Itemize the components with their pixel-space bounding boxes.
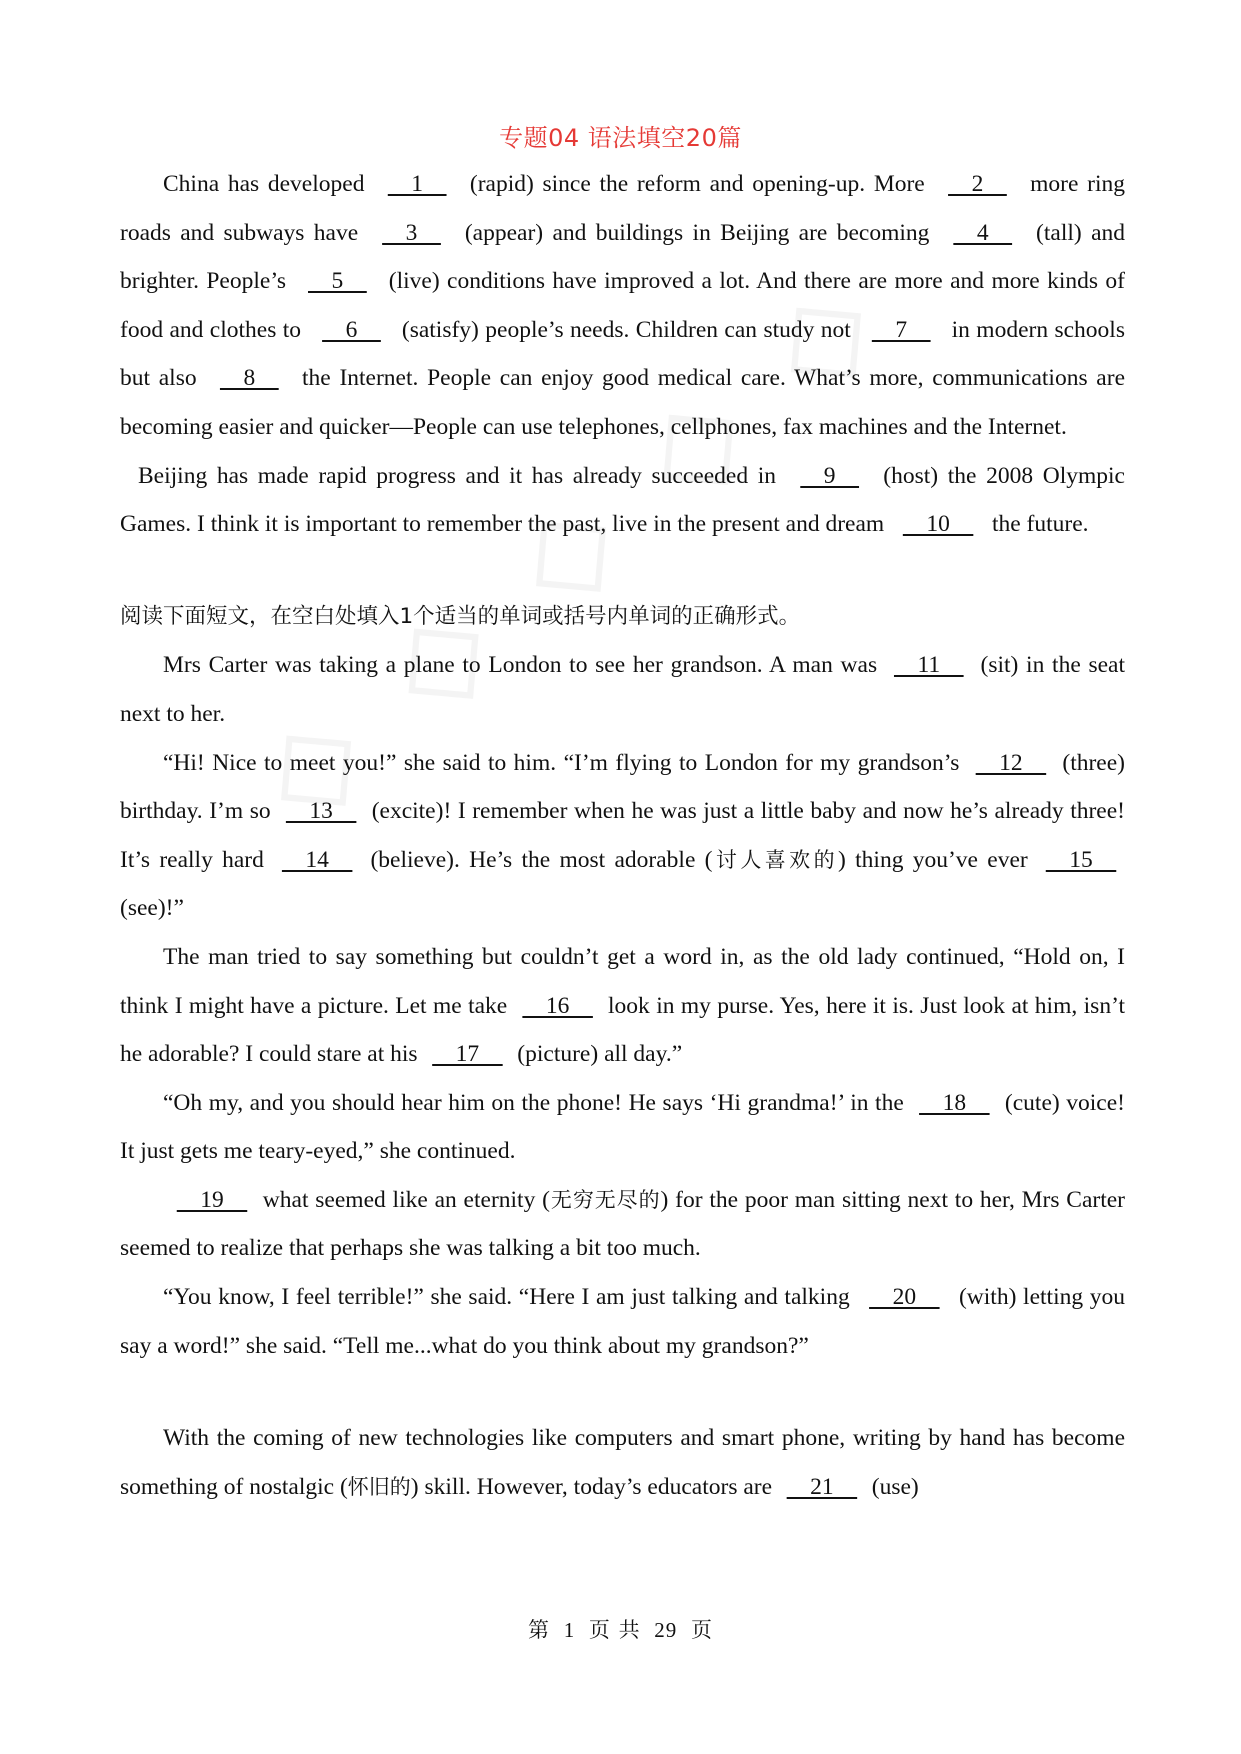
text-span: With the coming of new technologies like computers and smart phone, writing by hand has become something of nostalgic ( [120, 1425, 1125, 1500]
text-span: The man tried to say something but couldn’t get a word in, as the old lady continued, “Hold on, I think I might have a picture. Let me take [120, 943, 1125, 1019]
blank-9[interactable]: 9 [800, 462, 860, 489]
document-body [120, 160, 1125, 1511]
text-span: ) for the poor man sitting next to her, Mrs Carter seemed to realize that perhaps she was talking a bit too much. [120, 1186, 1125, 1262]
blank-1[interactable]: 1 [387, 171, 447, 197]
text-span: “Oh my, and you should hear him on the phone! He says ‘Hi grandma!’ in the [163, 1089, 911, 1116]
text-span: the Internet. People can enjoy good medical care. What’s more, communications are becoming easier and quicker—People can use telephones, cellphones, fax machines and the Internet. [120, 365, 1125, 440]
text-span: (tall) and brighter. People’s [120, 219, 1125, 295]
total-pages: 29 [654, 1618, 678, 1642]
spacer [120, 549, 1125, 593]
chinese-gloss: 无穷无尽的 [549, 1187, 661, 1212]
paragraph-6 [120, 1079, 1125, 1176]
blank-4[interactable]: 4 [953, 219, 1013, 246]
text-span: (see)!” [120, 895, 184, 922]
paragraph-5 [120, 933, 1125, 1079]
text-span: (satisfy) people’s needs. Children can study not [395, 316, 858, 343]
blank-13[interactable]: 13 [285, 798, 357, 825]
chinese-gloss: 讨人喜欢的 [712, 847, 839, 872]
blank-6[interactable]: 6 [322, 316, 381, 343]
blank-7[interactable]: 7 [871, 316, 931, 343]
blank-12[interactable]: 12 [975, 749, 1047, 776]
text-span: more ring roads and subways have [120, 171, 1125, 246]
text-span: (with) letting you say a word!” she said. “Tell me...what do you think about my grandson?” [120, 1284, 1125, 1359]
paragraph-9 [120, 1414, 1125, 1511]
spacer [120, 1370, 1125, 1414]
blank-19[interactable]: 19 [176, 1186, 248, 1213]
text-span: ) skill. However, today’s educators are [410, 1473, 778, 1500]
text-span: Mrs Carter was taking a plane to London to see her grandson. A man was [163, 652, 885, 679]
text-span: (cute) voice! It just gets me teary-eyed,” she continued. [120, 1089, 1125, 1165]
text-span: (sit) in the seat next to her. [120, 652, 1125, 727]
text-span: (three) birthday. I’m so [120, 749, 1125, 825]
blank-5[interactable]: 5 [308, 268, 367, 295]
text-span: “You know, I feel terrible!” she said. “Here I am just talking and talking [163, 1284, 857, 1311]
text-span: (use) [865, 1473, 919, 1500]
blank-14[interactable]: 14 [281, 846, 353, 873]
text-span: China has developed [163, 171, 374, 197]
footer-prefix: 第 [528, 1618, 551, 1642]
text-span: (live) conditions have improved a lot. And there are more and more kinds of food and clothes to [120, 268, 1126, 343]
paragraph-3 [120, 641, 1125, 738]
text-span: Beijing has made rapid progress and it has already succeeded in [138, 462, 786, 489]
blank-2[interactable]: 2 [948, 171, 1007, 197]
blank-11[interactable]: 11 [893, 652, 964, 679]
page-footer [0, 1614, 1241, 1644]
blank-10[interactable]: 10 [902, 511, 974, 538]
text-span: (host) the 2008 Olympic Games. I think it is important to remember the past, live in the present and dream [120, 462, 1125, 538]
text-span: (rapid) since the reform and opening-up. More [461, 171, 934, 197]
text-span: “Hi! Nice to meet you!” she said to him. “I’m flying to London for my grandson’s [163, 749, 967, 776]
paragraph-2 [120, 452, 1125, 549]
text-span: ) thing you’ve ever [838, 846, 1038, 873]
blank-18[interactable]: 18 [919, 1089, 990, 1116]
blank-3[interactable]: 3 [382, 219, 441, 246]
text-span: the future. [986, 511, 1089, 538]
chinese-gloss: 怀旧的 [347, 1474, 411, 1499]
blank-16[interactable]: 16 [522, 992, 593, 1019]
page-number: 1 [563, 1618, 576, 1642]
blank-8[interactable]: 8 [219, 365, 279, 392]
blank-20[interactable]: 20 [869, 1284, 940, 1311]
text-span: what seemed like an eternity ( [256, 1186, 550, 1213]
text-span: look in my purse. Yes, here it is. Just look at him, isn’t he adorable? I could stare at his [120, 992, 1125, 1068]
paragraph-7 [120, 1176, 1125, 1273]
blank-17[interactable]: 17 [432, 1041, 503, 1068]
page-title: 专题04 语法填空20篇 [499, 124, 742, 152]
footer-mid: 页 共 [588, 1618, 641, 1642]
paragraph-1 [120, 160, 1125, 452]
instruction: 阅读下面短文，在空白处填入1个适当的单词或括号内单词的正确形式。 [120, 603, 801, 629]
text-span: (picture) all day.” [511, 1041, 683, 1068]
text-span: (excite)! I remember when he was just a little baby and now he’s already three! It’s really hard [120, 798, 1125, 873]
footer-suffix: 页 [690, 1618, 713, 1642]
blank-15[interactable]: 15 [1045, 846, 1117, 873]
blank-21[interactable]: 21 [786, 1473, 858, 1500]
paragraph-8 [120, 1273, 1125, 1370]
text-span: (appear) and buildings in Beijing are becoming [455, 219, 939, 246]
paragraph-4 [120, 739, 1125, 933]
text-span: in modern schools but also [120, 316, 1125, 392]
text-span: (believe). He’s the most adorable ( [361, 846, 713, 873]
